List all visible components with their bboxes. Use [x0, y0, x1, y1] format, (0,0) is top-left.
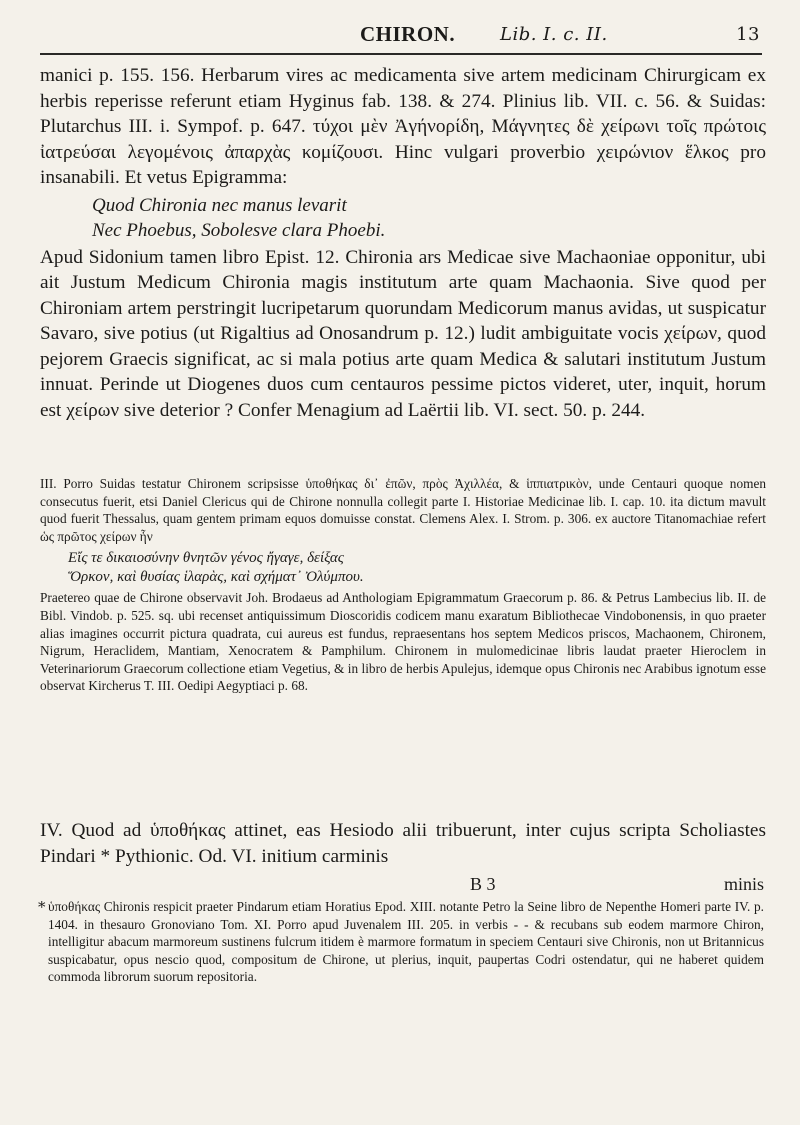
quoted-verse — [68, 549, 766, 587]
main-text — [40, 63, 766, 423]
verse-line-2: Ὅρκον, καὶ θυσίας ἱλαρὰς, καὶ σχήματ᾽ Ὀλύμπου. — [68, 569, 364, 586]
running-title: CHIRON. — [360, 22, 456, 46]
epigram — [92, 193, 766, 243]
running-header — [200, 20, 760, 50]
section-iii — [40, 475, 766, 695]
footnote-marker: * — [38, 898, 46, 916]
paragraph-1: manici p. 155. 156. Herbarum vires ac medicamenta sive artem medicinam Chirurgicam ex herbis reperisse referunt etiam Hyginus fab. 138. & 274. Plinius lib. VII. c. 56. & Suidas: Plutarchus III. i. Sympof. p. 647. τύχοι μὲν Ἀγήνορίδη, Μάγνητες δὲ χείρωνι τοῖς πρώτοις ἰατρεύσαι λεγομένοις ἀπαρχὰς κομίζουσι. Hinc vulgari proverbio χειρώνιον ἕλκος pro insanabili. Et vetus Epigramma: — [40, 65, 766, 188]
header-rule — [40, 53, 762, 55]
signature-mark: B 3 — [470, 874, 496, 894]
epigram-line-1: Quod Chironia nec manus levarit — [92, 194, 347, 216]
section-iii-text-2: Praetereo quae de Chirone observavit Joh. Brodaeus ad Anthologiam Epigrammatum Graecorum p. 86. & Petrus Lambecius lib. II. de Bibl. Vindob. p. 525. sq. ubi recenset antiquissimum Dioscoridis codicem manu exaratum Bibliothecae Vindobonensis, in quo praeter alias imagines occurrit pictura quadrata, cui aureus est fundus, repraesentans hos septem Medicos priscos, Machaonem, Chironem, Nigrum, Heraclidem, Mantiam, Xenocratem & Pamphilum. Chironem in mulomedicinae libris laudat praeter Hieroclem in Veterinariorum Graecorum collectione etiam Vegetius, & in libro de herbis Apulejus, idemque opus Chironis nec Arabibus ignotum esse observat Kircherus T. III. Oedipi Aegyptiaci p. 68. — [40, 590, 766, 694]
book-chapter-ref: Lib. I. c. II. — [500, 24, 608, 45]
verse-line-1: Εἴς τε δικαιοσύνην θνητῶν γένος ἤγαγε, δείξας — [68, 550, 344, 567]
catchword: minis — [723, 874, 764, 894]
paragraph-2: Apud Sidonium tamen libro Epist. 12. Chironia ars Medicae sive Machaoniae opponitur, ubi ait Justum Medicum Chironia magis institutum arte quam Machaonia. Sive quod per Chironiam artem perstringit lucripetarum quorundam Medicorum manus avidas, ut suspicatur Savaro, sive potius (ut Rigaltius ad Onosandrum p. 12.) ludit ambiguitate vocis χείρων, quod pejorem Graecis significat, ac si mala potius arte quam Medica & salutari institutum Justum innuat. Perinde ut Diogenes duos cum centauros pessime pictos videret, uter, inquit, horum est χείρων sive deterior ? Confer Menagium ad Laërtii lib. VI. sect. 50. p. 244. — [40, 246, 766, 421]
page-number: 13 — [736, 24, 760, 45]
footnote: ὑποθήκας Chironis respicit praeter Pindarum etiam Horatius Epod. XIII. notante Petro la Seine libro de Nepenthe Homeri parte IV. p. 1404. in thesauro Gronoviano Tom. XI. Porro apud Juvenalem III. 205. in verbis - - & recubans sub eodem marmore Chiron, intelligitur abacum marmoreum sustinens fulcrum itidem è marmore formatum in speciem Centauri sive Chironis, non ut Britannicus suspicabatur, opus nescio quod, compositum de Chirone, ut plerius, inquit, paupertas Codri ostendatur, qui ne haberet quidem commoda librorum suorum repositoria. — [48, 899, 764, 984]
paragraph-4: IV. Quod ad ὑποθήκας attinet, eas Hesiodo alii tribuerunt, inter cujus scripta Scholiastes Pindari * Pythionic. Od. VI. initium carminis — [40, 820, 766, 867]
epigram-line-2: Nec Phoebus, Sobolesve clara Phoebi. — [92, 219, 386, 241]
section-iii-text-1: III. Porro Suidas testatur Chironem scripsisse ὑποθήκας δι᾽ ἐπῶν, πρὸς Ἀχιλλέα, & ἱππιατρικὸν, unde Centauri quoque nomen consecutus fuerit, etsi Daniel Clericus qui de Chirone nonnulla collegit parte I. Historiae Medicinae lib. I. cap. 10. ita dictum mavult quod fuerit Thessalus, quam gentem primam equos domuisse constat. Clemens Alex. I. Strom. p. 306. ex auctore Titanomachiae refert ὡς πρῶτος χείρων ἦν — [40, 476, 766, 544]
